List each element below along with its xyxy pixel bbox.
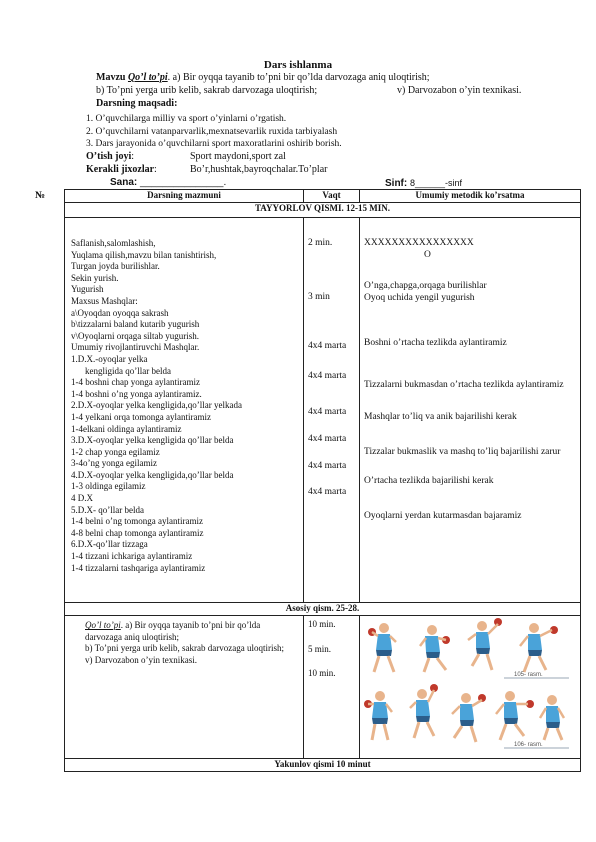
player-figure — [468, 618, 502, 670]
time-entry: 4x4 marta — [308, 370, 347, 381]
maqsad-list — [86, 113, 342, 151]
asosiy-title: Asosiy qism. 25-28. — [65, 603, 581, 616]
figure-106 — [364, 684, 569, 748]
sana-blank: _______________. — [140, 177, 227, 188]
asosiy-topic: Qo’l to’pi — [85, 620, 121, 630]
sinf-value: 8______-sinf — [410, 178, 463, 188]
yakunlov-row — [65, 758, 581, 771]
asosiy-a-text: . a) Bir oyqqa tayanib to’pni bir qo’lda darvozaga aniq uloqtirish; — [85, 620, 261, 642]
tayyorlov-content-row — [65, 218, 581, 603]
mavzu-label: Mavzu — [96, 72, 126, 83]
time-entry: 4x4 marta — [308, 407, 347, 418]
metod-note: Boshni o’rtacha tezlikda aylantiramiz — [364, 338, 507, 349]
otish-joyi-value: Sport maydoni,sport zal — [190, 151, 286, 162]
document-title: Dars ishlanma — [263, 59, 333, 71]
content-line: Sekin yurish. — [71, 272, 119, 283]
content-line: 6.D.X-qo’llar tizzaga — [71, 539, 148, 550]
content-line: 1-4 tizzalarni tashqariga aylantiramiz — [71, 562, 206, 573]
content-line: Yuqlama qilish,mavzu bilan tanishtirish, — [71, 249, 217, 260]
player-figure — [368, 623, 396, 672]
metod-note: Mashqlar to’liq va anik bajarilishi kerak — [364, 411, 517, 422]
content-line: 4.D.X-oyoqlar yelka kengligida,qo’llar belda — [71, 469, 234, 480]
jixoz-row — [86, 164, 157, 177]
formation-x-line: XXXXXXXXXXXXXXXX — [364, 238, 474, 248]
player-figure — [410, 684, 438, 738]
time-entry: 4x4 marta — [308, 341, 347, 352]
time-entry: 4x4 marta — [308, 460, 347, 471]
content-line: 1.D.X.-oyoqlar yelka — [71, 353, 148, 364]
metod-note: Oyoqlarni yerdan kutarmasdan bajaramiz — [364, 511, 522, 522]
sana-row — [110, 177, 226, 190]
header-vaqt: Vaqt — [304, 190, 360, 203]
asosiy-content-row — [65, 616, 581, 759]
player-figure — [452, 693, 486, 742]
otish-joyi-colon: : — [131, 151, 135, 162]
mavzu-line-2-right: v) Darvozabon o’yin texnikasi. — [397, 85, 522, 96]
jixoz-value: Bo’r,hushtak,bayroqchalar.To’plar — [190, 164, 328, 175]
content-line: 1-3 oldinga egilamiz — [71, 481, 146, 492]
content-line: Umumiy rivojlantiruvchi Mashqlar. — [71, 342, 200, 353]
time-entry: 4x4 marta — [308, 433, 347, 444]
time-entry: 2 min. — [308, 238, 333, 248]
content-line: Yugurish — [71, 284, 104, 295]
asosiy-time: 10 min. — [308, 619, 336, 629]
content-line: Saflanish,salomlashish, — [71, 238, 156, 248]
content-line: 1-4 yelkani orqa tomonga aylantiramiz — [71, 411, 211, 422]
asosiy-time: 10 min. — [308, 668, 336, 679]
tayyorlov-time-cell — [304, 218, 360, 603]
metod-note: Tizzalar bukmaslik va mashq to’liq bajarilishi zarur — [364, 447, 561, 458]
content-line: kengligida qo’llar belda — [85, 365, 171, 376]
player-figure — [420, 625, 450, 672]
jixoz-colon: : — [154, 164, 157, 175]
jixoz-label: Kerakli jixozlar — [86, 164, 155, 175]
tayyorlov-metod-cell — [360, 218, 581, 603]
otish-joyi-label: O’tish joyi — [86, 151, 132, 162]
content-line: 1-4 belni o’ng tomonga aylantiramiz — [71, 516, 203, 527]
asosiy-b: b) To’pni yerga urib kelib, sakrab darvozaga uloqtirish; — [85, 643, 284, 654]
player-figure — [364, 691, 392, 740]
header-row — [65, 190, 581, 203]
content-line: 1-4 tizzani ichkariga aylantiramiz — [71, 551, 193, 562]
figure-105 — [368, 618, 569, 678]
asosiy-text-cell — [65, 616, 304, 759]
tayyorlov-content-cell — [65, 218, 304, 603]
tayyorlov-title: TAYYORLOV QISMI. 12-15 MIN. — [65, 203, 581, 218]
asosiy-time: 5 min. — [308, 643, 332, 654]
metod-note: O’rtacha tezlikda bajarilishi kerak — [364, 475, 494, 486]
content-line: 4 D.X — [71, 493, 93, 504]
content-line: Turgan joyda burilishlar. — [71, 261, 160, 272]
content-line: 5.D.X- qo’llar belda — [71, 504, 144, 515]
yakunlov-title: Yakunlov qismi 10 minut — [65, 758, 581, 771]
mavzu-line-2: b) To’pni yerga urib kelib, sakrab darvozaga uloqtirish; — [96, 85, 318, 96]
maqsad-item: 2. O’quvchilarni vatanparvarlik,mexnatsevarlik ruxida tarbiyalash — [86, 126, 338, 137]
sinf-label: Sinf: — [385, 178, 408, 189]
content-line: 1-4 boshni chap yonga aylantiramiz — [71, 377, 200, 388]
player-figure — [540, 695, 564, 740]
time-entry: 3 min — [308, 291, 330, 302]
metod-note: Tizzalarni bukmasdan o’rtacha tezlikda aylantiramiz — [364, 379, 564, 390]
figure-106-caption: 106- rasm. — [514, 742, 543, 748]
asosiy-v: v) Darvozabon o’yin texnikasi. — [85, 654, 197, 665]
asosiy-time-cell — [304, 616, 360, 759]
maqsad-item: 1. O’quvchilarga milliy va sport o’yinlarni o’rgatish. — [86, 114, 287, 124]
metod-note: O’nga,chapga,orqaga burilishlar — [364, 281, 487, 292]
header-metod: Umumiy metodik ko’rsatma — [360, 190, 581, 203]
content-line: 1-4 boshni o’ng yonga aylantiramiz. — [71, 388, 202, 399]
content-line: 1-4elkani oldinga aylantiramiz — [71, 423, 182, 434]
player-figure — [496, 691, 534, 740]
maqsad-label: Darsning maqsadi: — [96, 98, 178, 109]
asosiy-figures-cell — [360, 616, 581, 759]
time-entry: 4x4 marta — [308, 487, 347, 498]
content-line: 4-8 belni chap tomonga aylantiramiz — [71, 527, 204, 538]
content-line: 3-4o’ng yonga egilamiz — [71, 458, 157, 469]
tayyorlov-row — [65, 203, 581, 218]
asosiy-row — [65, 603, 581, 616]
sana-label: Sana: — [110, 177, 138, 188]
mavzu-line-1 — [96, 72, 430, 85]
otish-joyi-row — [86, 151, 134, 164]
mavzu-a-text: . a) Bir oyqqa tayanib to’pni bir qo’lda darvozaga aniq uloqtirish; — [167, 72, 430, 83]
content-line: b\tizzalarni baland kutarib yugurish — [71, 319, 200, 330]
mavzu-topic: Qo’l to’pi — [127, 72, 168, 83]
handball-illustrations — [364, 618, 574, 752]
figure-105-caption: 105- rasm. — [514, 672, 543, 678]
content-line: Maxsus Mashqlar: — [71, 295, 138, 306]
number-symbol: № — [35, 190, 46, 201]
content-line: 1-2 chap yonga egilamiz — [71, 446, 160, 457]
content-line: a\Oyoqdan oyoqqa sakrash — [71, 307, 169, 318]
lesson-table — [64, 189, 581, 772]
asosiy-a — [85, 620, 297, 643]
header-mazmuni: Darsning mazmuni — [65, 190, 304, 203]
metod-note: Oyoq uchida yengil yugurish — [364, 292, 475, 303]
player-figure — [520, 623, 558, 672]
content-line: v\Oyoqlarni orqaga siltab yugurish. — [71, 330, 199, 341]
formation-o-line: O — [424, 249, 431, 260]
content-line: 3.D.X-oyoqlar yelka kengligida qo’llar belda — [71, 435, 234, 446]
content-line: 2.D.X-oyoqlar yelka kengligida,qo’llar yelkada — [71, 400, 242, 411]
maqsad-item: 3. Dars jarayonida o’quvchilarni sport maxoratlarini oshirib borish. — [86, 139, 342, 149]
